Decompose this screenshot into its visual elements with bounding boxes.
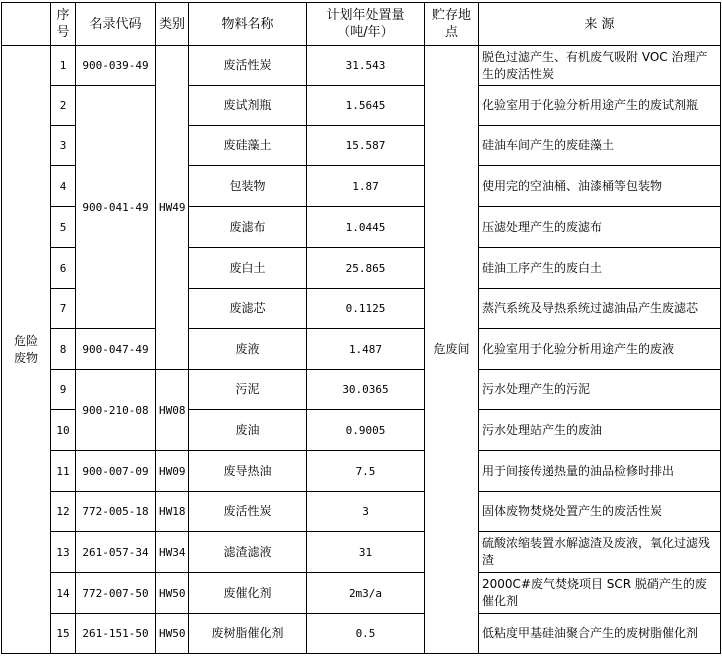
row-code: 900-007-09 — [76, 451, 156, 492]
header-amount: 计划年处置量 （吨/年） — [307, 3, 425, 46]
row-amount: 0.9005 — [307, 410, 425, 451]
row-code-merged: 900-041-49 — [76, 86, 156, 329]
header-seq: 序 号 — [51, 3, 76, 46]
row-name: 废滤布 — [189, 207, 307, 248]
table-row — [2, 492, 721, 532]
row-source: 2000C#废气焚烧项目 SCR 脱硝产生的废催化剂 — [479, 573, 721, 614]
row-name: 废油 — [189, 410, 307, 451]
hazardous-waste-table — [1, 2, 721, 654]
table-row — [2, 329, 721, 370]
row-name: 污泥 — [189, 370, 307, 410]
row-name: 废活性炭 — [189, 46, 307, 86]
row-type: HW50 — [156, 573, 189, 614]
row-seq: 6 — [51, 248, 76, 289]
row-code: 261-151-50 — [76, 614, 156, 654]
row-source: 使用完的空油桶、油漆桶等包装物 — [479, 166, 721, 207]
row-type: HW34 — [156, 532, 189, 573]
row-code: 772-005-18 — [76, 492, 156, 532]
row-amount: 25.865 — [307, 248, 425, 289]
row-seq: 15 — [51, 614, 76, 654]
header-category — [2, 3, 51, 46]
table-row — [2, 451, 721, 492]
row-amount: 0.5 — [307, 614, 425, 654]
row-name: 废试剂瓶 — [189, 86, 307, 126]
row-seq: 11 — [51, 451, 76, 492]
row-amount: 0.1125 — [307, 289, 425, 329]
table-row — [2, 532, 721, 573]
row-seq: 8 — [51, 329, 76, 370]
header-code: 名录代码 — [76, 3, 156, 46]
row-name: 废活性炭 — [189, 492, 307, 532]
row-name: 废液 — [189, 329, 307, 370]
row-seq: 12 — [51, 492, 76, 532]
row-source: 化验室用于化验分析用途产生的废试剂瓶 — [479, 86, 721, 126]
row-seq: 9 — [51, 370, 76, 410]
row-source: 污水处理产生的污泥 — [479, 370, 721, 410]
row-source: 化验室用于化验分析用途产生的废液 — [479, 329, 721, 370]
row-type: HW09 — [156, 451, 189, 492]
row-name: 废树脂催化剂 — [189, 614, 307, 654]
table-row — [2, 46, 721, 86]
row-seq: 4 — [51, 166, 76, 207]
group-label: 危险 废物 — [2, 46, 51, 654]
row-name: 废白土 — [189, 248, 307, 289]
row-name: 废硅藻土 — [189, 126, 307, 166]
row-name: 滤渣滤液 — [189, 532, 307, 573]
row-seq: 1 — [51, 46, 76, 86]
row-amount: 31 — [307, 532, 425, 573]
header-name: 物料名称 — [189, 3, 307, 46]
row-name: 废滤芯 — [189, 289, 307, 329]
row-source: 低粘度甲基硅油聚合产生的废树脂催化剂 — [479, 614, 721, 654]
row-amount: 7.5 — [307, 451, 425, 492]
row-amount: 1.87 — [307, 166, 425, 207]
header-storage: 贮存地 点 — [425, 3, 479, 46]
header-type: 类别 — [156, 3, 189, 46]
row-name: 废催化剂 — [189, 573, 307, 614]
row-amount: 1.487 — [307, 329, 425, 370]
row-code: 772-007-50 — [76, 573, 156, 614]
row-seq: 7 — [51, 289, 76, 329]
row-name: 包装物 — [189, 166, 307, 207]
row-seq: 5 — [51, 207, 76, 248]
row-source: 用于间接传递热量的油品检修时排出 — [479, 451, 721, 492]
table-row — [2, 370, 721, 410]
row-source: 污水处理站产生的废油 — [479, 410, 721, 451]
header-source: 来 源 — [479, 3, 721, 46]
row-seq: 10 — [51, 410, 76, 451]
row-code-merged: 900-210-08 — [76, 370, 156, 451]
table-row — [2, 86, 721, 126]
row-source: 硫酸浓缩装置水解滤渣及废液，氧化过滤残渣 — [479, 532, 721, 573]
row-type-merged: HW08 — [156, 370, 189, 451]
row-seq: 2 — [51, 86, 76, 126]
row-seq: 3 — [51, 126, 76, 166]
row-source: 固体废物焚烧处置产生的废活性炭 — [479, 492, 721, 532]
row-amount: 31.543 — [307, 46, 425, 86]
row-source: 压滤处理产生的废滤布 — [479, 207, 721, 248]
row-source: 脱色过滤产生、有机废气吸附 VOC 治理产生的废活性炭 — [479, 46, 721, 86]
row-code: 900-047-49 — [76, 329, 156, 370]
row-source: 硅油车间产生的废硅藻土 — [479, 126, 721, 166]
row-amount: 3 — [307, 492, 425, 532]
row-type: HW18 — [156, 492, 189, 532]
row-amount: 2m3/a — [307, 573, 425, 614]
table-row — [2, 573, 721, 614]
row-amount: 1.0445 — [307, 207, 425, 248]
row-amount: 15.587 — [307, 126, 425, 166]
row-type-merged: HW49 — [156, 46, 189, 370]
row-source: 硅油工序产生的废白土 — [479, 248, 721, 289]
row-seq: 13 — [51, 532, 76, 573]
row-seq: 14 — [51, 573, 76, 614]
table-row — [2, 614, 721, 654]
row-type: HW50 — [156, 614, 189, 654]
row-name: 废导热油 — [189, 451, 307, 492]
storage-label: 危废间 — [425, 46, 479, 654]
table-header-row — [2, 3, 721, 46]
row-source: 蒸汽系统及导热系统过滤油品产生废滤芯 — [479, 289, 721, 329]
row-code: 261-057-34 — [76, 532, 156, 573]
row-amount: 1.5645 — [307, 86, 425, 126]
row-amount: 30.0365 — [307, 370, 425, 410]
row-code: 900-039-49 — [76, 46, 156, 86]
